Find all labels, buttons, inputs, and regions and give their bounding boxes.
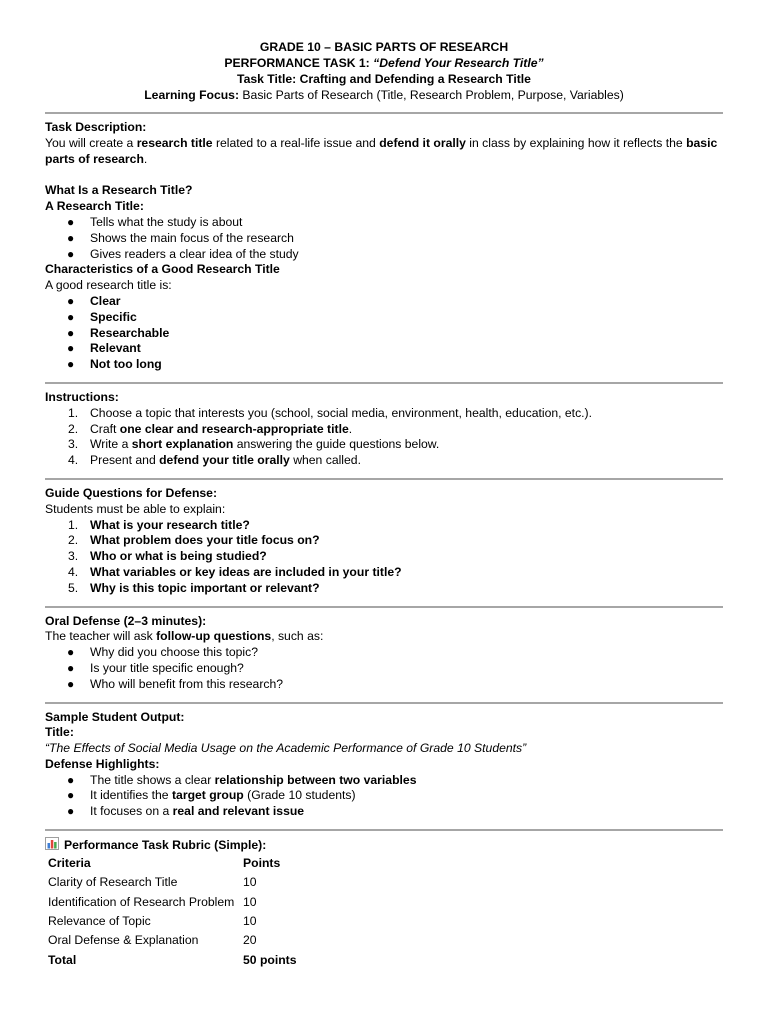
table-row [46, 875, 300, 894]
points-cell: 20 [243, 933, 257, 948]
points-cell: 10 [243, 914, 257, 929]
bar-chart-icon [45, 837, 59, 850]
oral-defense-list [45, 645, 723, 692]
bullet-icon: ● [67, 676, 75, 691]
list-item: ● Why did you choose this topic? [67, 645, 259, 660]
points-cell: 10 [243, 894, 257, 909]
defense-highlights-label: Defense Highlights: [45, 756, 160, 771]
task-description-text: You will create a research title related to a real-life issue and defend it orally in class by explaining how it reflects the basic parts of research. [45, 135, 718, 166]
bullet-icon: ● [67, 230, 75, 245]
sample-title-label: Title: [45, 725, 74, 740]
performance-task-label: PERFORMANCE TASK 1: [224, 56, 374, 70]
task-description-heading: Task Description: [45, 120, 147, 134]
points-column-header: Points [243, 855, 281, 870]
table-row [46, 914, 300, 933]
section-divider [45, 112, 723, 114]
total-label: Total [48, 952, 77, 967]
bullet-icon: ● [67, 772, 75, 787]
defense-highlights-list [45, 773, 723, 820]
list-item: ● It focuses on a real and relevant issue [67, 804, 305, 819]
list-item: ● Tells what the study is about [67, 214, 243, 229]
table-row [46, 895, 300, 914]
section-divider [45, 829, 723, 831]
rubric-table [46, 856, 300, 972]
instructions-section [45, 390, 723, 469]
list-item: ● Not too long [67, 357, 162, 372]
learning-focus-text: Basic Parts of Research (Title, Research Problem, Purpose, Variables) [239, 88, 624, 102]
list-item: 4. Present and defend your title orally when called. [68, 453, 361, 468]
criteria-cell: Clarity of Research Title [48, 875, 178, 890]
list-item: ● Is your title specific enough? [67, 660, 244, 675]
sample-output-heading: Sample Student Output: [45, 709, 185, 724]
bullet-icon: ● [67, 309, 75, 324]
list-item: 2. Craft one clear and research-appropriate title. [68, 421, 353, 436]
criteria-cell: Identification of Research Problem [48, 894, 235, 909]
research-title-heading: A Research Title: [45, 199, 144, 214]
criteria-cell: Oral Defense & Explanation [48, 933, 199, 948]
list-item: ● Shows the main focus of the research [67, 230, 294, 245]
list-item: 2. What problem does your title focus on? [68, 533, 320, 548]
list-item: 3. Write a short explanation answering the guide questions below. [68, 437, 440, 452]
list-item: ● Clear [67, 293, 121, 308]
guide-questions-heading: Guide Questions for Defense: [45, 485, 218, 500]
characteristics-list [45, 294, 723, 373]
rubric-section [45, 837, 723, 972]
oral-defense-section [45, 614, 723, 693]
bullet-icon: ● [67, 645, 75, 660]
list-item: ● It identifies the target group (Grade 10 students) [67, 788, 356, 803]
list-item: ● Specific [67, 309, 137, 324]
oral-defense-heading: Oral Defense (2–3 minutes): [45, 613, 207, 628]
table-header-row [46, 856, 300, 875]
task-title-line: Task Title: Crafting and Defending a Research Title [237, 72, 531, 86]
learning-focus-line [45, 87, 723, 103]
list-item: ● Relevant [67, 341, 141, 356]
table-row [46, 933, 300, 952]
list-item: 1. What is your research title? [68, 517, 250, 532]
total-row [46, 953, 300, 972]
list-item: ● Who will benefit from this research? [67, 676, 284, 691]
total-points: 50 points [243, 952, 297, 967]
instructions-list [45, 406, 723, 469]
sample-title-text: “The Effects of Social Media Usage on the Academic Performance of Grade 10 Students” [45, 741, 527, 756]
document-header [45, 39, 723, 103]
bullet-icon: ● [67, 293, 75, 308]
performance-task-title: “Defend Your Research Title” [373, 56, 544, 70]
bullet-icon: ● [67, 341, 75, 356]
list-item: 3. Who or what is being studied? [68, 549, 267, 564]
section-divider [45, 478, 723, 480]
research-title-list [45, 215, 723, 262]
section-divider [45, 606, 723, 608]
oral-defense-intro: The teacher will ask follow-up questions, such as: [45, 629, 324, 644]
bullet-icon: ● [67, 246, 75, 261]
bullet-icon: ● [67, 357, 75, 372]
criteria-cell: Relevance of Topic [48, 914, 151, 929]
bullet-icon: ● [67, 660, 75, 675]
characteristics-intro: A good research title is: [45, 278, 172, 293]
grade-heading: GRADE 10 – BASIC PARTS OF RESEARCH [259, 40, 509, 54]
list-item: 1. Choose a topic that interests you (school, social media, environment, health, education, etc.). [68, 405, 592, 420]
bullet-icon: ● [67, 804, 75, 819]
rubric-title: Performance Task Rubric (Simple): [64, 838, 267, 853]
section-divider [45, 702, 723, 704]
guide-questions-list [45, 518, 723, 597]
criteria-column-header: Criteria [48, 855, 91, 870]
list-item: ● Researchable [67, 325, 170, 340]
section-divider [45, 382, 723, 384]
list-item: 4. What variables or key ideas are included in your title? [68, 564, 402, 579]
list-item: ● The title shows a clear relationship between two variables [67, 772, 417, 787]
bullet-icon: ● [67, 788, 75, 803]
guide-questions-intro: Students must be able to explain: [45, 501, 226, 516]
learning-focus-label: Learning Focus: [144, 88, 240, 102]
bullet-icon: ● [67, 214, 75, 229]
list-item: 5. Why is this topic important or relevant? [68, 580, 320, 595]
instructions-heading: Instructions: [45, 389, 119, 404]
characteristics-heading: Characteristics of a Good Research Title [45, 262, 280, 277]
list-item: ● Gives readers a clear idea of the study [67, 246, 299, 261]
what-is-research-title-heading: What Is a Research Title? [45, 183, 193, 198]
bullet-icon: ● [67, 325, 75, 340]
points-cell: 10 [243, 875, 257, 890]
guide-questions-section [45, 486, 723, 597]
performance-task-heading [45, 55, 723, 71]
rubric-heading [45, 837, 723, 854]
task-description-section [45, 120, 723, 373]
sample-output-section [45, 710, 723, 821]
